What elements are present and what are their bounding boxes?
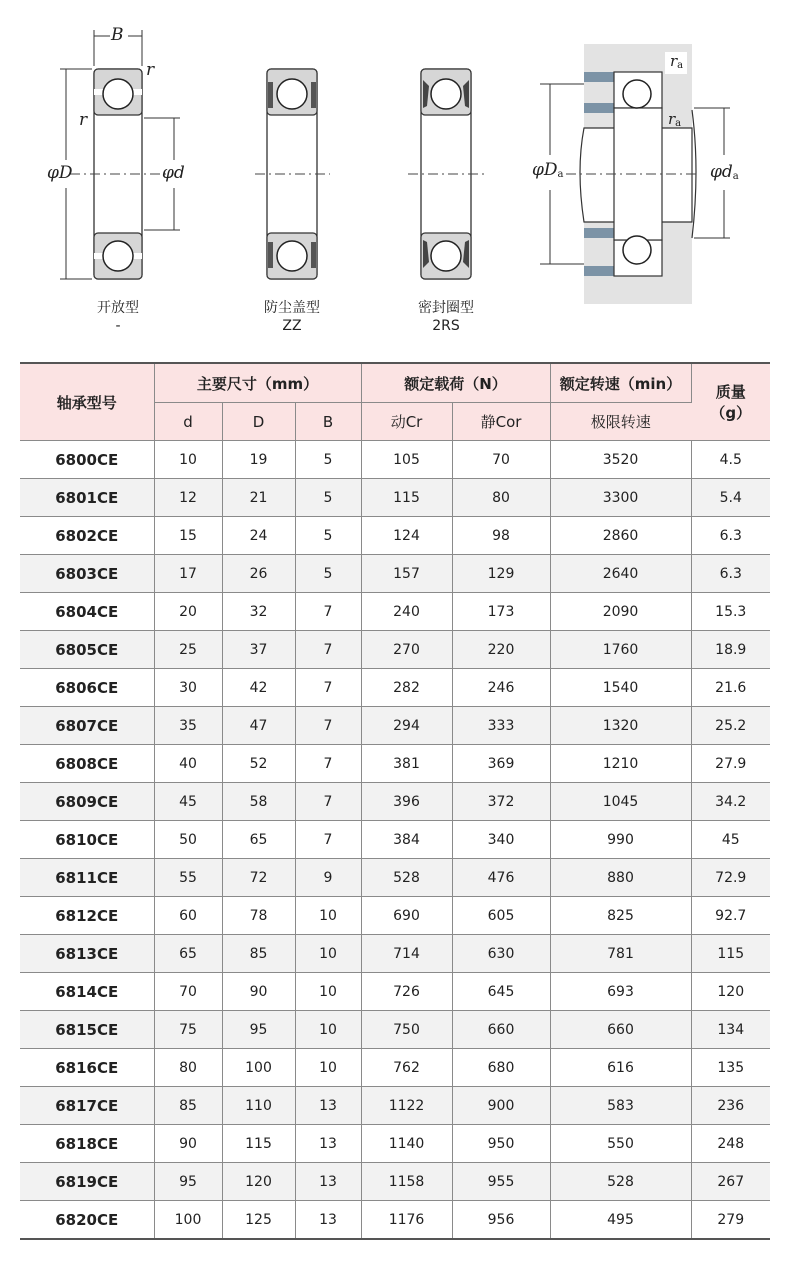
cell-D: 110 (222, 1087, 295, 1125)
cell-mass: 6.3 (691, 517, 770, 555)
cell-cr: 381 (361, 745, 452, 783)
cell-speed: 990 (550, 821, 691, 859)
cell-cor: 605 (452, 897, 550, 935)
cell-speed: 1760 (550, 631, 691, 669)
cell-model: 6807CE (20, 707, 154, 745)
cell-B: 7 (295, 593, 361, 631)
cell-cr: 270 (361, 631, 452, 669)
cell-d: 10 (154, 441, 222, 479)
cell-model: 6813CE (20, 935, 154, 973)
cell-D: 115 (222, 1125, 295, 1163)
cell-cr: 157 (361, 555, 452, 593)
cell-cor: 220 (452, 631, 550, 669)
cell-B: 7 (295, 669, 361, 707)
cell-d: 80 (154, 1049, 222, 1087)
cell-cr: 115 (361, 479, 452, 517)
cell-B: 7 (295, 783, 361, 821)
cell-cor: 900 (452, 1087, 550, 1125)
cell-D: 120 (222, 1163, 295, 1201)
cell-D: 72 (222, 859, 295, 897)
cell-mass: 15.3 (691, 593, 770, 631)
cell-model: 6801CE (20, 479, 154, 517)
table-row (20, 593, 770, 631)
2rs-type-diagram (408, 69, 484, 279)
cell-speed: 1045 (550, 783, 691, 821)
cell-cr: 750 (361, 1011, 452, 1049)
cell-cr: 762 (361, 1049, 452, 1087)
cell-mass: 72.9 (691, 859, 770, 897)
cell-cr: 714 (361, 935, 452, 973)
cell-model: 6804CE (20, 593, 154, 631)
table-row (20, 1201, 770, 1240)
cell-speed: 495 (550, 1201, 691, 1240)
cell-mass: 115 (691, 935, 770, 973)
cell-cr: 528 (361, 859, 452, 897)
header-limit-speed: 极限转速 (550, 403, 691, 441)
table-row (20, 935, 770, 973)
cell-d: 70 (154, 973, 222, 1011)
cell-cor: 246 (452, 669, 550, 707)
cell-speed: 3520 (550, 441, 691, 479)
cell-speed: 781 (550, 935, 691, 973)
table-row (20, 1087, 770, 1125)
header-mass: 质量（g） (691, 363, 770, 441)
cell-mass: 279 (691, 1201, 770, 1240)
cell-D: 21 (222, 479, 295, 517)
cell-cor: 950 (452, 1125, 550, 1163)
cell-cor: 660 (452, 1011, 550, 1049)
cell-B: 5 (295, 441, 361, 479)
cell-B: 5 (295, 479, 361, 517)
cell-cr: 396 (361, 783, 452, 821)
fillet-label-side: $r_a$ (668, 110, 682, 129)
header-model: 轴承型号 (20, 363, 154, 441)
table-row (20, 517, 770, 555)
type-caption-open: 开放型 - (97, 300, 139, 334)
cell-speed: 616 (550, 1049, 691, 1087)
cell-cor: 955 (452, 1163, 550, 1201)
cell-cor: 173 (452, 593, 550, 631)
cell-d: 85 (154, 1087, 222, 1125)
cell-D: 26 (222, 555, 295, 593)
cell-d: 17 (154, 555, 222, 593)
open-type-diagram (60, 30, 180, 279)
cell-model: 6818CE (20, 1125, 154, 1163)
cell-B: 10 (295, 935, 361, 973)
cell-D: 85 (222, 935, 295, 973)
table-row (20, 631, 770, 669)
header-static-cor: 静Cor (452, 403, 550, 441)
cell-speed: 825 (550, 897, 691, 935)
cell-cr: 1140 (361, 1125, 452, 1163)
cell-mass: 18.9 (691, 631, 770, 669)
table-row (20, 1049, 770, 1087)
cell-B: 13 (295, 1201, 361, 1240)
cell-speed: 2860 (550, 517, 691, 555)
cell-cor: 70 (452, 441, 550, 479)
cell-mass: 4.5 (691, 441, 770, 479)
cell-mass: 92.7 (691, 897, 770, 935)
cell-d: 45 (154, 783, 222, 821)
cell-cr: 240 (361, 593, 452, 631)
cell-speed: 660 (550, 1011, 691, 1049)
outer-diameter-label: φD (47, 163, 73, 183)
cell-cor: 645 (452, 973, 550, 1011)
cell-speed: 528 (550, 1163, 691, 1201)
cell-D: 32 (222, 593, 295, 631)
cell-B: 7 (295, 707, 361, 745)
cell-cor: 956 (452, 1201, 550, 1240)
radius-label-side: r (79, 110, 88, 130)
table-row (20, 897, 770, 935)
cell-B: 5 (295, 555, 361, 593)
cell-D: 42 (222, 669, 295, 707)
cell-mass: 27.9 (691, 745, 770, 783)
cell-speed: 3300 (550, 479, 691, 517)
shoulder-outer-label: $\varphi D_a$ (532, 160, 564, 180)
cell-d: 30 (154, 669, 222, 707)
cell-cor: 372 (452, 783, 550, 821)
cell-B: 10 (295, 973, 361, 1011)
header-dynamic-cr: 动Cr (361, 403, 452, 441)
cell-d: 90 (154, 1125, 222, 1163)
cell-B: 10 (295, 1049, 361, 1087)
cell-cr: 726 (361, 973, 452, 1011)
table-row (20, 859, 770, 897)
header-speed-rating: 额定转速（min） (550, 363, 691, 403)
cell-mass: 120 (691, 973, 770, 1011)
cell-D: 65 (222, 821, 295, 859)
cell-model: 6819CE (20, 1163, 154, 1201)
cell-cr: 1176 (361, 1201, 452, 1240)
cell-speed: 550 (550, 1125, 691, 1163)
cell-model: 6810CE (20, 821, 154, 859)
bearing-diagrams (0, 0, 790, 350)
cell-model: 6811CE (20, 859, 154, 897)
header-B: B (295, 403, 361, 441)
bearing-spec-table (20, 362, 770, 1240)
cell-D: 37 (222, 631, 295, 669)
table-row (20, 821, 770, 859)
type-caption-2rs: 密封圈型 2RS (418, 300, 474, 334)
cell-mass: 25.2 (691, 707, 770, 745)
cell-model: 6816CE (20, 1049, 154, 1087)
table-row (20, 555, 770, 593)
cell-model: 6815CE (20, 1011, 154, 1049)
cell-cor: 369 (452, 745, 550, 783)
width-label: B (111, 25, 124, 45)
cell-cr: 1158 (361, 1163, 452, 1201)
header-load-rating: 额定载荷（N） (361, 363, 550, 403)
cell-cr: 690 (361, 897, 452, 935)
cell-model: 6803CE (20, 555, 154, 593)
cell-D: 78 (222, 897, 295, 935)
cell-B: 9 (295, 859, 361, 897)
radius-label-top: r (146, 60, 155, 80)
cell-model: 6812CE (20, 897, 154, 935)
cell-d: 15 (154, 517, 222, 555)
table-row (20, 1125, 770, 1163)
cell-cor: 630 (452, 935, 550, 973)
table-row (20, 783, 770, 821)
cell-d: 12 (154, 479, 222, 517)
cell-model: 6814CE (20, 973, 154, 1011)
shoulder-inner-label: $\varphi d_a$ (710, 162, 739, 182)
cell-speed: 1210 (550, 745, 691, 783)
cell-mass: 134 (691, 1011, 770, 1049)
cell-speed: 693 (550, 973, 691, 1011)
cell-B: 13 (295, 1087, 361, 1125)
cell-cor: 476 (452, 859, 550, 897)
cell-d: 75 (154, 1011, 222, 1049)
cell-cr: 384 (361, 821, 452, 859)
cell-mass: 5.4 (691, 479, 770, 517)
cell-mass: 21.6 (691, 669, 770, 707)
cell-d: 40 (154, 745, 222, 783)
cell-mass: 6.3 (691, 555, 770, 593)
cell-B: 7 (295, 745, 361, 783)
cell-d: 60 (154, 897, 222, 935)
cell-D: 90 (222, 973, 295, 1011)
cell-speed: 583 (550, 1087, 691, 1125)
cell-cr: 1122 (361, 1087, 452, 1125)
cell-d: 100 (154, 1201, 222, 1240)
header-D: D (222, 403, 295, 441)
cell-cr: 282 (361, 669, 452, 707)
type-caption-zz: 防尘盖型 ZZ (264, 300, 320, 334)
cell-cor: 80 (452, 479, 550, 517)
cell-cor: 333 (452, 707, 550, 745)
cell-B: 10 (295, 1011, 361, 1049)
cell-model: 6820CE (20, 1201, 154, 1240)
cell-D: 95 (222, 1011, 295, 1049)
cell-D: 24 (222, 517, 295, 555)
cell-D: 100 (222, 1049, 295, 1087)
cell-mass: 236 (691, 1087, 770, 1125)
cell-mass: 34.2 (691, 783, 770, 821)
table-row (20, 1011, 770, 1049)
header-d: d (154, 403, 222, 441)
cell-speed: 2640 (550, 555, 691, 593)
cell-speed: 2090 (550, 593, 691, 631)
cell-d: 50 (154, 821, 222, 859)
table-row (20, 1163, 770, 1201)
cell-D: 125 (222, 1201, 295, 1240)
header-dimensions: 主要尺寸（mm） (154, 363, 361, 403)
cell-d: 55 (154, 859, 222, 897)
cell-mass: 267 (691, 1163, 770, 1201)
fillet-label-top: $r_a$ (670, 52, 684, 71)
cell-speed: 880 (550, 859, 691, 897)
table-row (20, 707, 770, 745)
cell-mass: 248 (691, 1125, 770, 1163)
cell-B: 10 (295, 897, 361, 935)
mounting-diagram (540, 44, 730, 304)
table-row (20, 441, 770, 479)
cell-B: 13 (295, 1163, 361, 1201)
cell-cr: 294 (361, 707, 452, 745)
table-row (20, 973, 770, 1011)
cell-d: 25 (154, 631, 222, 669)
cell-model: 6805CE (20, 631, 154, 669)
cell-d: 35 (154, 707, 222, 745)
table-row (20, 745, 770, 783)
cell-D: 47 (222, 707, 295, 745)
cell-model: 6809CE (20, 783, 154, 821)
cell-D: 58 (222, 783, 295, 821)
cell-model: 6817CE (20, 1087, 154, 1125)
cell-model: 6806CE (20, 669, 154, 707)
cell-d: 20 (154, 593, 222, 631)
cell-speed: 1540 (550, 669, 691, 707)
cell-speed: 1320 (550, 707, 691, 745)
cell-cor: 340 (452, 821, 550, 859)
cell-mass: 135 (691, 1049, 770, 1087)
cell-B: 7 (295, 821, 361, 859)
cell-B: 13 (295, 1125, 361, 1163)
cell-cr: 124 (361, 517, 452, 555)
cell-mass: 45 (691, 821, 770, 859)
cell-cor: 98 (452, 517, 550, 555)
cell-B: 7 (295, 631, 361, 669)
cell-model: 6802CE (20, 517, 154, 555)
cell-model: 6808CE (20, 745, 154, 783)
zz-type-diagram (255, 69, 330, 279)
table-row (20, 669, 770, 707)
table-row (20, 479, 770, 517)
cell-model: 6800CE (20, 441, 154, 479)
cell-cor: 129 (452, 555, 550, 593)
cell-D: 19 (222, 441, 295, 479)
cell-D: 52 (222, 745, 295, 783)
cell-cor: 680 (452, 1049, 550, 1087)
cell-B: 5 (295, 517, 361, 555)
cell-d: 95 (154, 1163, 222, 1201)
cell-d: 65 (154, 935, 222, 973)
cell-cr: 105 (361, 441, 452, 479)
inner-diameter-label: φd (162, 163, 185, 183)
